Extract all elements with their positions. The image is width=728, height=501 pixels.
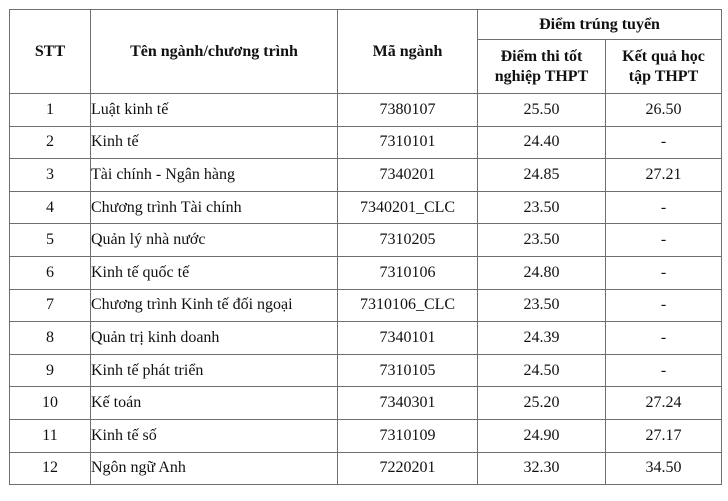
cell-study-score: 27.17 <box>606 419 722 452</box>
cell-program-name: Quản trị kinh doanh <box>91 322 338 355</box>
cell-program-code: 7310105 <box>338 354 478 387</box>
table-row <box>10 191 722 224</box>
cell-study-score: - <box>606 289 722 322</box>
cell-stt: 11 <box>10 419 91 452</box>
header-study-result-line2: tập THPT <box>628 67 699 85</box>
cell-program-name: Quản lý nhà nước <box>91 224 338 257</box>
cell-stt: 10 <box>10 387 91 420</box>
cell-study-score: - <box>606 224 722 257</box>
header-exam-score <box>478 40 606 94</box>
cell-study-score: 26.50 <box>606 94 722 127</box>
admission-score-table <box>9 9 722 485</box>
cell-exam-score: 25.20 <box>478 387 606 420</box>
cell-program-name: Chương trình Kinh tế đối ngoại <box>91 289 338 322</box>
cell-exam-score: 23.50 <box>478 289 606 322</box>
cell-stt: 6 <box>10 256 91 289</box>
cell-study-score: - <box>606 354 722 387</box>
cell-exam-score: 24.85 <box>478 159 606 192</box>
cell-program-code: 7340201_CLC <box>338 191 478 224</box>
cell-program-name: Ngôn ngữ Anh <box>91 452 338 485</box>
cell-exam-score: 24.39 <box>478 322 606 355</box>
header-program-name: Tên ngành/chương trình <box>91 10 338 94</box>
table-row <box>10 256 722 289</box>
cell-study-score: 27.21 <box>606 159 722 192</box>
cell-study-score: - <box>606 322 722 355</box>
cell-program-name: Chương trình Tài chính <box>91 191 338 224</box>
cell-exam-score: 23.50 <box>478 191 606 224</box>
header-stt: STT <box>10 10 91 94</box>
cell-program-name: Tài chính - Ngân hàng <box>91 159 338 192</box>
cell-study-score: - <box>606 191 722 224</box>
table-row <box>10 387 722 420</box>
header-program-code: Mã ngành <box>338 10 478 94</box>
cell-exam-score: 24.80 <box>478 256 606 289</box>
cell-exam-score: 24.90 <box>478 419 606 452</box>
cell-program-name: Kinh tế phát triển <box>91 354 338 387</box>
cell-study-score: 27.24 <box>606 387 722 420</box>
cell-stt: 2 <box>10 126 91 159</box>
cell-program-code: 7340201 <box>338 159 478 192</box>
table-row <box>10 452 722 485</box>
cell-stt: 4 <box>10 191 91 224</box>
cell-study-score: - <box>606 256 722 289</box>
cell-program-code: 7340101 <box>338 322 478 355</box>
cell-stt: 12 <box>10 452 91 485</box>
cell-stt: 5 <box>10 224 91 257</box>
cell-stt: 8 <box>10 322 91 355</box>
table-row <box>10 94 722 127</box>
table-row <box>10 224 722 257</box>
cell-program-code: 7310109 <box>338 419 478 452</box>
cell-stt: 1 <box>10 94 91 127</box>
cell-program-code: 7310101 <box>338 126 478 159</box>
cell-stt: 3 <box>10 159 91 192</box>
cell-stt: 7 <box>10 289 91 322</box>
cell-exam-score: 24.40 <box>478 126 606 159</box>
header-study-result <box>606 40 722 94</box>
cell-program-code: 7310106_CLC <box>338 289 478 322</box>
cell-program-name: Luật kinh tế <box>91 94 338 127</box>
table-row <box>10 126 722 159</box>
table-row <box>10 322 722 355</box>
header-study-result-line1: Kết quả học <box>622 47 705 65</box>
cell-program-code: 7310106 <box>338 256 478 289</box>
cell-exam-score: 23.50 <box>478 224 606 257</box>
table-row <box>10 159 722 192</box>
cell-program-code: 7380107 <box>338 94 478 127</box>
cell-program-name: Kế toán <box>91 387 338 420</box>
table-row <box>10 419 722 452</box>
table-row <box>10 289 722 322</box>
cell-program-code: 7220201 <box>338 452 478 485</box>
header-exam-score-line1: Điểm thi tốt <box>500 47 583 65</box>
cell-program-name: Kinh tế số <box>91 419 338 452</box>
cell-program-code: 7310205 <box>338 224 478 257</box>
header-exam-score-line2: nghiệp THPT <box>494 67 589 85</box>
cell-exam-score: 32.30 <box>478 452 606 485</box>
cell-program-name: Kinh tế <box>91 126 338 159</box>
header-admission-score: Điểm trúng tuyển <box>478 10 722 40</box>
cell-program-name: Kinh tế quốc tế <box>91 256 338 289</box>
cell-study-score: - <box>606 126 722 159</box>
cell-study-score: 34.50 <box>606 452 722 485</box>
table-row <box>10 354 722 387</box>
cell-stt: 9 <box>10 354 91 387</box>
cell-program-code: 7340301 <box>338 387 478 420</box>
cell-exam-score: 25.50 <box>478 94 606 127</box>
cell-exam-score: 24.50 <box>478 354 606 387</box>
